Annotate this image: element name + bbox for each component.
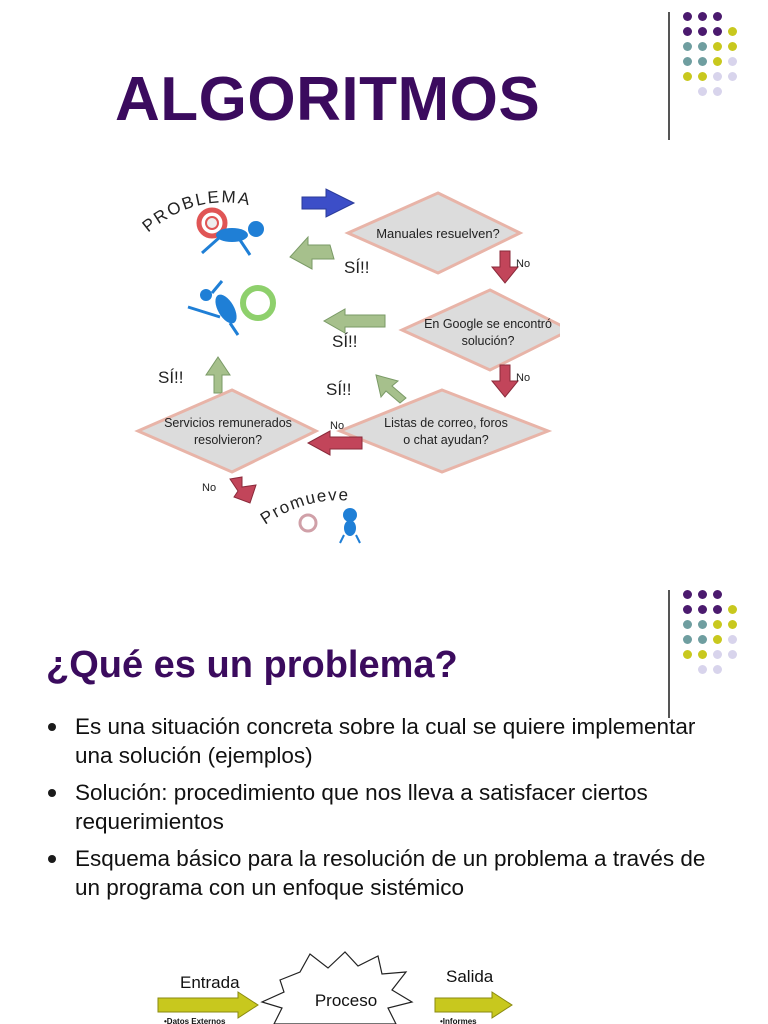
decorative-dot [698, 27, 707, 36]
decorative-dot [713, 87, 722, 96]
slide-que-es-un-problema [0, 580, 768, 1024]
arrow-down-icon [492, 251, 518, 283]
decorative-dot [683, 620, 692, 629]
decision-3-text-line1: Listas de correo, foros [384, 416, 508, 430]
bullet-item: Solución: procedimiento que nos lleva a satisfacer ciertos requerimientos [46, 778, 726, 836]
decision-3-text-line2: o chat ayudan? [403, 433, 489, 447]
yes-label-2: SÍ!! [332, 332, 358, 351]
output-label: Salida [446, 967, 494, 986]
bullet-dot-icon [48, 723, 56, 731]
decorative-dot [683, 635, 692, 644]
decorative-dot [698, 665, 707, 674]
bullet-item: Es una situación concreta sobre la cual se quiere implementar una solución (ejemplos) [46, 712, 726, 770]
decorative-dot [728, 57, 737, 66]
no-label-3: No [330, 420, 345, 432]
decorative-dot [713, 590, 722, 599]
decorative-dot [713, 605, 722, 614]
decorative-dot [728, 72, 737, 81]
no-label-2: No [516, 372, 531, 384]
decorative-dot [698, 650, 707, 659]
slide-title: ALGORITMOS [115, 65, 541, 134]
process-label: Proceso [314, 991, 378, 1010]
decision-4-text-line2: resolvieron? [193, 433, 263, 447]
divider-line [668, 12, 670, 140]
arrow-down-icon [492, 365, 518, 397]
decision-1-text: Manuales resuelven? [376, 226, 500, 241]
decorative-dot [728, 620, 737, 629]
decision-4-text-line1: Servicios remunerados [164, 416, 292, 430]
arrow-down-right-icon [230, 477, 256, 503]
decorative-dot [698, 57, 707, 66]
decorative-dot [713, 665, 722, 674]
decision-2-text-line2: solución? [461, 334, 515, 348]
process-diagram [150, 950, 530, 1024]
decorative-dot [698, 620, 707, 629]
arrow-left-icon [290, 237, 334, 269]
decorative-dot [698, 605, 707, 614]
decision-diamond-3 [340, 390, 548, 472]
stick-figure-icon [199, 210, 264, 255]
decorative-dot [713, 57, 722, 66]
yes-label-3: SÍ!! [326, 380, 352, 399]
decorative-dot [713, 72, 722, 81]
input-sub-label: •Datos Externos [164, 1017, 226, 1024]
decorative-dot [683, 650, 692, 659]
process-starburst-icon [262, 952, 412, 1024]
flowchart-diagram [130, 185, 560, 545]
arc-text-promueve: Promueve [256, 485, 350, 529]
decorative-dot [698, 87, 707, 96]
bullet-dot-icon [48, 789, 56, 797]
decorative-dot [728, 27, 737, 36]
promueve-figure-icon [300, 508, 360, 543]
arrow-right-icon [302, 189, 354, 217]
output-arrow-icon [435, 992, 512, 1018]
bullet-list [46, 712, 726, 910]
decorative-dot [728, 635, 737, 644]
input-label: Entrada [180, 973, 240, 992]
bullet-dot-icon [48, 855, 56, 863]
arc-text-problema: PROBLEMA [138, 187, 254, 236]
decorative-dot [713, 27, 722, 36]
decorative-dot [683, 605, 692, 614]
no-label-1: No [516, 258, 531, 270]
decorative-dot [713, 650, 722, 659]
decorative-dot [728, 605, 737, 614]
no-label-4: No [202, 482, 217, 494]
arrow-diagonal-icon [376, 375, 406, 403]
decorative-dot [698, 635, 707, 644]
arrow-up-icon [206, 357, 230, 393]
bullet-item: Esquema básico para la resolución de un problema a través de un programa con un enfoque sistémico [46, 844, 726, 902]
decorative-dot [698, 590, 707, 599]
output-sub-label: •Informes [440, 1017, 477, 1024]
decorative-dot [698, 72, 707, 81]
decorative-dot [683, 590, 692, 599]
decorative-dot [683, 27, 692, 36]
input-arrow-icon [158, 992, 258, 1018]
decorative-dot [728, 650, 737, 659]
arrow-left-icon [324, 309, 385, 333]
decorative-dot [713, 12, 722, 21]
decorative-dot [713, 42, 722, 51]
decorative-dot [698, 42, 707, 51]
decorative-dot [683, 57, 692, 66]
decorative-dot [728, 42, 737, 51]
decorative-dot [683, 72, 692, 81]
decorative-dot [698, 12, 707, 21]
decorative-dot [683, 12, 692, 21]
decorative-dot [713, 620, 722, 629]
thinking-figure-icon [188, 281, 273, 335]
divider-line [668, 590, 670, 718]
decision-diamond-4 [138, 390, 316, 472]
slide-title: ¿Qué es un problema? [46, 644, 458, 686]
decorative-dot-grid [683, 12, 755, 122]
yes-label-4: SÍ!! [158, 368, 184, 387]
decorative-dot-grid [683, 590, 755, 700]
decorative-dot [713, 635, 722, 644]
decorative-dot [683, 42, 692, 51]
decision-2-text-line1: En Google se encontró [424, 317, 552, 331]
yes-label-1: SÍ!! [344, 258, 370, 277]
